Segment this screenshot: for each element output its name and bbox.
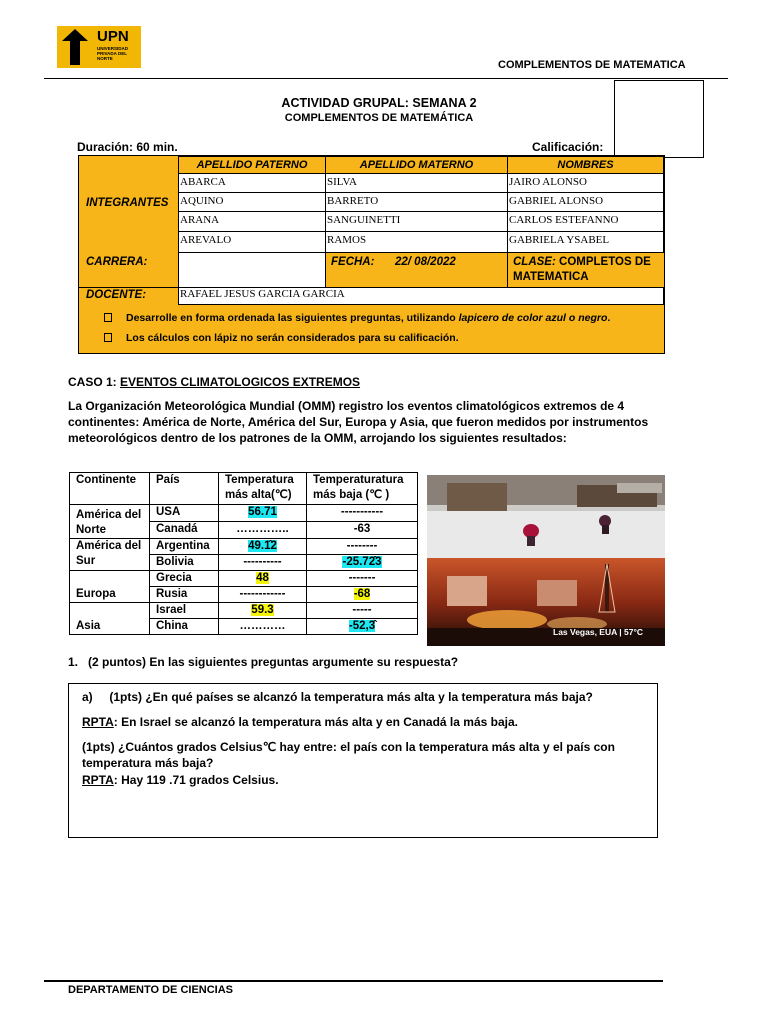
divider bbox=[325, 252, 326, 288]
continent-cell: Europa bbox=[70, 571, 150, 603]
temperature-table bbox=[69, 472, 418, 635]
th-alta: Temperatura más alta(℃) bbox=[219, 473, 307, 505]
footer-text: DEPARTAMENTO DE CIENCIAS bbox=[68, 984, 234, 996]
fecha-label: FECHA: bbox=[331, 256, 375, 268]
th-baja: Temperaturatura más baja (℃ ) bbox=[307, 473, 418, 505]
table-row: Europa Grecia 48 ------- bbox=[70, 571, 418, 587]
member-2-paterno: AQUINO bbox=[178, 192, 326, 212]
page-subtitle: COMPLEMENTOS DE MATEMÁTICA bbox=[284, 112, 474, 124]
integrantes-label: INTEGRANTES bbox=[86, 197, 169, 209]
member-2-materno: BARRETO bbox=[325, 192, 508, 212]
continent-cell: América del Norte bbox=[70, 505, 150, 539]
instruction-2: Los cálculos con lápiz no serán considerados para su calificación. bbox=[104, 332, 459, 344]
upn-arrow-icon bbox=[60, 28, 90, 66]
member-4-nombres: GABRIELA YSABEL bbox=[507, 231, 664, 253]
docente-value: RAFAEL JESUS GARCIA GARCIA bbox=[178, 287, 664, 305]
member-3-nombres: CARLOS ESTEFANNO bbox=[507, 211, 664, 232]
clase-block bbox=[513, 255, 663, 285]
member-3-paterno: ARANA bbox=[178, 211, 326, 232]
answer-box bbox=[68, 683, 658, 838]
table-header-row bbox=[70, 473, 418, 505]
th-continente: Continente bbox=[70, 473, 150, 505]
table-row: América del Sur Argentina 49.1̂2 -------- bbox=[70, 539, 418, 555]
carrera-value bbox=[178, 252, 326, 288]
page-title: ACTIVIDAD GRUPAL: SEMANA 2 bbox=[281, 96, 477, 110]
grade-label: Calificación: bbox=[532, 140, 604, 154]
clase-value: COMPLETOS DE MATEMATICA bbox=[513, 256, 651, 283]
checkbox-icon bbox=[104, 313, 112, 322]
answer-b-question: (1pts) ¿Cuántos grados Celsius℃ hay entre: el país con la temperatura más alta y el país con temperatura más baja? bbox=[82, 740, 615, 770]
table-row: Bolivia ---------- -25.72̂3 bbox=[70, 555, 418, 571]
logo-subtext: UNIVERSIDAD PRIVADA DEL NORTE bbox=[97, 46, 129, 61]
logo-text: UPN bbox=[97, 28, 129, 45]
photo-caption: Las Vegas, EUA | 57°C bbox=[553, 627, 644, 637]
table-row: Asia Israel 59.3 ----- bbox=[70, 603, 418, 619]
continent-cell: Asia bbox=[70, 603, 150, 635]
duration: Duración: 60 min. bbox=[77, 140, 178, 154]
table-row: Canadá ………….. -63 bbox=[70, 522, 418, 539]
clase-label: CLASE: bbox=[513, 256, 556, 268]
docente-label: DOCENTE: bbox=[86, 289, 147, 301]
snow-village-photo bbox=[427, 475, 665, 558]
member-2-nombres: GABRIEL ALONSO bbox=[507, 192, 664, 212]
member-1-materno: SILVA bbox=[325, 173, 508, 193]
header-apellido-materno: APELLIDO MATERNO bbox=[325, 156, 508, 174]
member-4-materno: RAMOS bbox=[325, 231, 508, 253]
continent-cell: América del Sur bbox=[70, 539, 150, 571]
header-divider bbox=[44, 78, 728, 79]
info-block bbox=[78, 155, 665, 354]
instruction-1: Desarrolle en forma ordenada las siguientes preguntas, utilizando lapicero de color azul o negro. bbox=[104, 312, 610, 324]
table-row: América del Norte USA 56.71 ----------- bbox=[70, 505, 418, 522]
divider bbox=[507, 252, 508, 288]
table-row: Rusia ------------ -68 bbox=[70, 587, 418, 603]
answer-b-response: RPTA: Hay 119 .71 grados Celsius. bbox=[82, 773, 279, 787]
member-1-paterno: ABARCA bbox=[178, 173, 326, 193]
header-apellido-paterno: APELLIDO PATERNO bbox=[178, 156, 326, 174]
checkbox-icon bbox=[104, 333, 112, 342]
las-vegas-photo bbox=[427, 558, 665, 646]
member-4-paterno: AREVALO bbox=[178, 231, 326, 253]
header-nombres: NOMBRES bbox=[507, 156, 664, 174]
footer-divider bbox=[44, 980, 663, 982]
member-1-nombres: JAIRO ALONSO bbox=[507, 173, 664, 193]
caso-heading: CASO 1: EVENTOS CLIMATOLOGICOS EXTREMOS bbox=[68, 375, 361, 389]
question-1: 1. (2 puntos) En las siguientes preguntas argumente su respuesta? bbox=[68, 655, 459, 669]
answer-a-response: RPTA: En Israel se alcanzó la temperatura más alta y en Canadá la más baja. bbox=[82, 715, 518, 729]
th-pais: País bbox=[150, 473, 219, 505]
member-3-materno: SANGUINETTI bbox=[325, 211, 508, 232]
answer-a-question: a) (1pts) ¿En qué países se alcanzó la temperatura más alta y la temperatura más baja? bbox=[82, 690, 593, 704]
caso-paragraph: La Organización Meteorológica Mundial (OMM) registro los eventos climatológicos extremos de 4 continentes: América de Norte, América del Sur, Europa y Asia, que fueron medidos por instrumentos meteorológicos dentro de los patrones de la OMM, arrojando los siguientes resultados: bbox=[68, 399, 649, 445]
header-course: COMPLEMENTOS DE MATEMATICA bbox=[498, 59, 686, 71]
table-row: China ………… -52,3̂ bbox=[70, 619, 418, 635]
carrera-label: CARRERA: bbox=[86, 256, 148, 268]
fecha-value: 22/ 08/2022 bbox=[395, 256, 456, 268]
upn-logo bbox=[57, 26, 141, 68]
